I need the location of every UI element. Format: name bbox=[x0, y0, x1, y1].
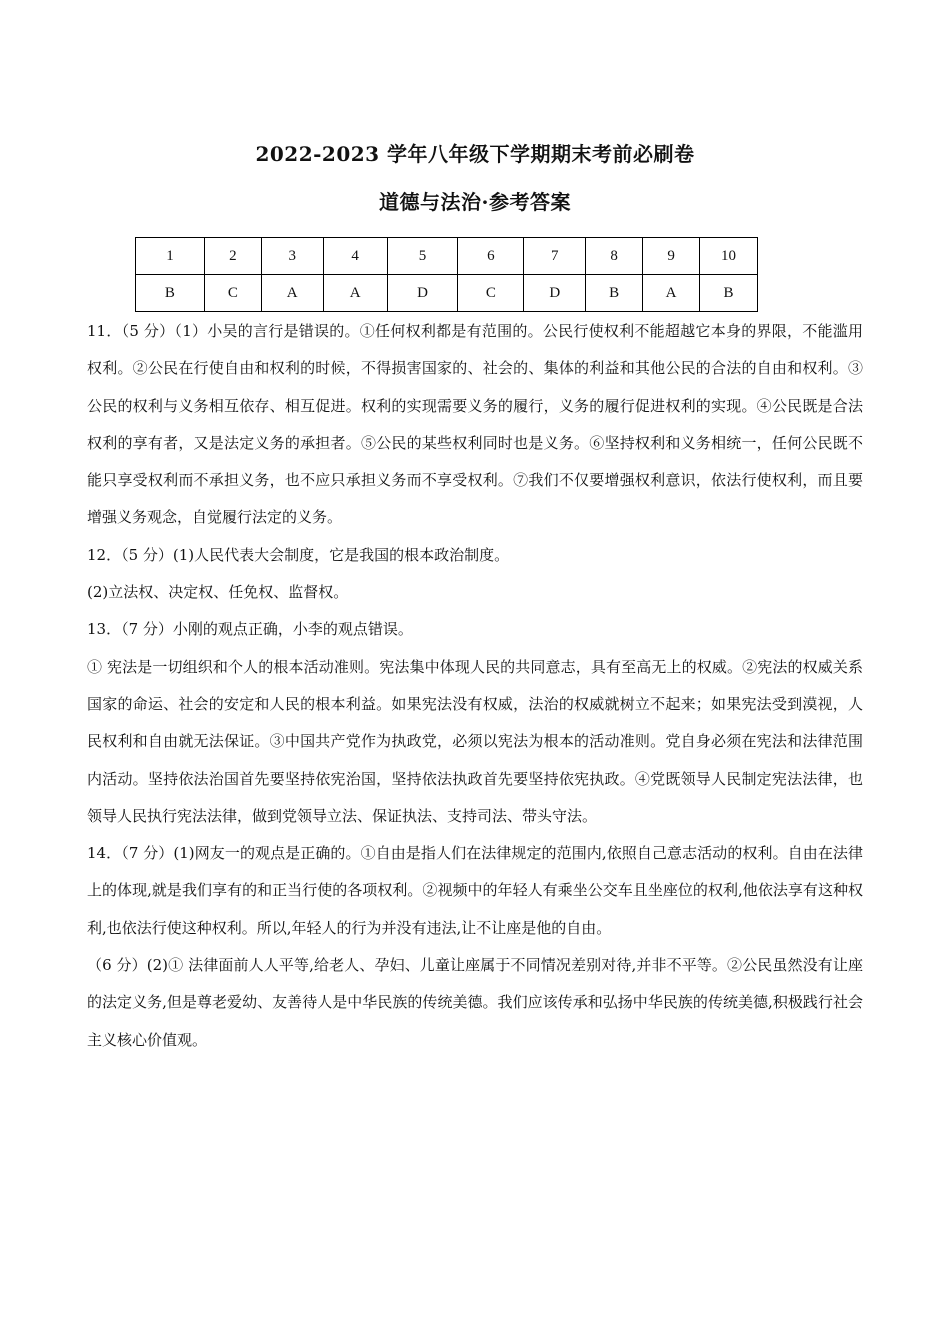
answer-cell: B bbox=[700, 275, 758, 312]
answer-row bbox=[136, 275, 758, 312]
answer-cell: C bbox=[458, 275, 524, 312]
question-number: 7 bbox=[524, 238, 586, 275]
answer-cell: B bbox=[586, 275, 643, 312]
answer-13-body-paragraph: ① 宪法是一切组织和个人的根本活动准则。宪法集中体现人民的共同意志，具有至高无上的权威。②宪法的权威关系国家的命运、社会的安定和人民的根本利益。如果宪法没有权威，法治的权威就树立不起来；如果宪法受到漠视，人民权利和自由就无法保证。③中国共产党作为执政党，必须以宪法为根本的活动准则。党自身必须在宪法和法律范围内活动。坚持依法治国首先要坚持依宪治国，坚持依法执政首先要坚持依宪执政。④党既领导人民制定宪法法律，也领导人民执行宪法法律，做到党领导立法、保证执法、支持司法、带头守法。 bbox=[87, 657, 863, 825]
answer-cell: D bbox=[524, 275, 586, 312]
answer-cell: A bbox=[261, 275, 323, 312]
answer-table bbox=[135, 237, 758, 312]
question-number: 1 bbox=[136, 238, 205, 275]
question-number: 9 bbox=[643, 238, 700, 275]
question-number: 3 bbox=[261, 238, 323, 275]
answer-11-paragraph: 11．（5 分）（1）小吴的言行是错误的。①任何权利都是有范围的。公民行使权利不能超越它本身的界限，不能滥用权利。②公民在行使自由和权利的时候，不得损害国家的、社会的、集体的利益和其他公民的合法的自由和权利。③公民的权利与义务相互依存、相互促进。权利的实现需要义务的履行，义务的履行促进权利的实现。④公民既是合法权利的享有者，又是法定义务的承担者。⑤公民的某些权利同时也是义务。⑥坚持权利和义务相统一，任何公民既不能只享受权利而不承担义务，也不应只承担义务而不享受权利。⑦我们不仅要增强权利意识，依法行使权利，而且要增强义务观念，自觉履行法定的义务。 bbox=[87, 322, 863, 527]
answer-cell: A bbox=[323, 275, 387, 312]
answer-14-part2-paragraph: （6 分）(2)① 法律面前人人平等,给老人、孕妇、儿童让座属于不同情况差别对待,并非不平等。②公民虽然没有让座的法定义务,但是尊老爱幼、友善待人是中华民族的传统美德。我们应该传承和弘扬中华民族的传统美德,积极践行社会主义核心价值观。 bbox=[87, 956, 863, 1049]
answer-14-part1-paragraph: 14．（7 分）(1)网友一的观点是正确的。①自由是指人们在法律规定的范围内,依照自己意志活动的权利。自由在法律上的体现,就是我们享有的和正当行使的各项权利。②视频中的年轻人有乘坐公交车且坐座位的权利,他依法享有这种权利,也依法行使这种权利。所以,年轻人的行为并没有违法,让不让座是他的自由。 bbox=[87, 844, 863, 937]
answer-cell: B bbox=[136, 275, 205, 312]
answer-13-heading-paragraph: 13．（7 分）小刚的观点正确，小李的观点错误。 bbox=[87, 620, 413, 639]
answer-explanations bbox=[87, 313, 863, 1059]
document-title: 2022-2023 学年八年级下学期期末考前必刷卷 bbox=[255, 142, 695, 166]
answer-12-part1-paragraph: 12．（5 分）(1)人民代表大会制度，它是我国的根本政治制度。 bbox=[87, 545, 510, 564]
question-number: 2 bbox=[204, 238, 261, 275]
answer-cell: D bbox=[387, 275, 458, 312]
answer-cell: C bbox=[204, 275, 261, 312]
question-number: 4 bbox=[323, 238, 387, 275]
answer-12-part2-paragraph: (2)立法权、决定权、任免权、监督权。 bbox=[87, 583, 349, 602]
document-subtitle: 道德与法治·参考答案 bbox=[379, 190, 571, 214]
question-number-row bbox=[136, 238, 758, 275]
question-number: 5 bbox=[387, 238, 458, 275]
question-number: 10 bbox=[700, 238, 758, 275]
question-number: 6 bbox=[458, 238, 524, 275]
question-number: 8 bbox=[586, 238, 643, 275]
answer-cell: A bbox=[643, 275, 700, 312]
